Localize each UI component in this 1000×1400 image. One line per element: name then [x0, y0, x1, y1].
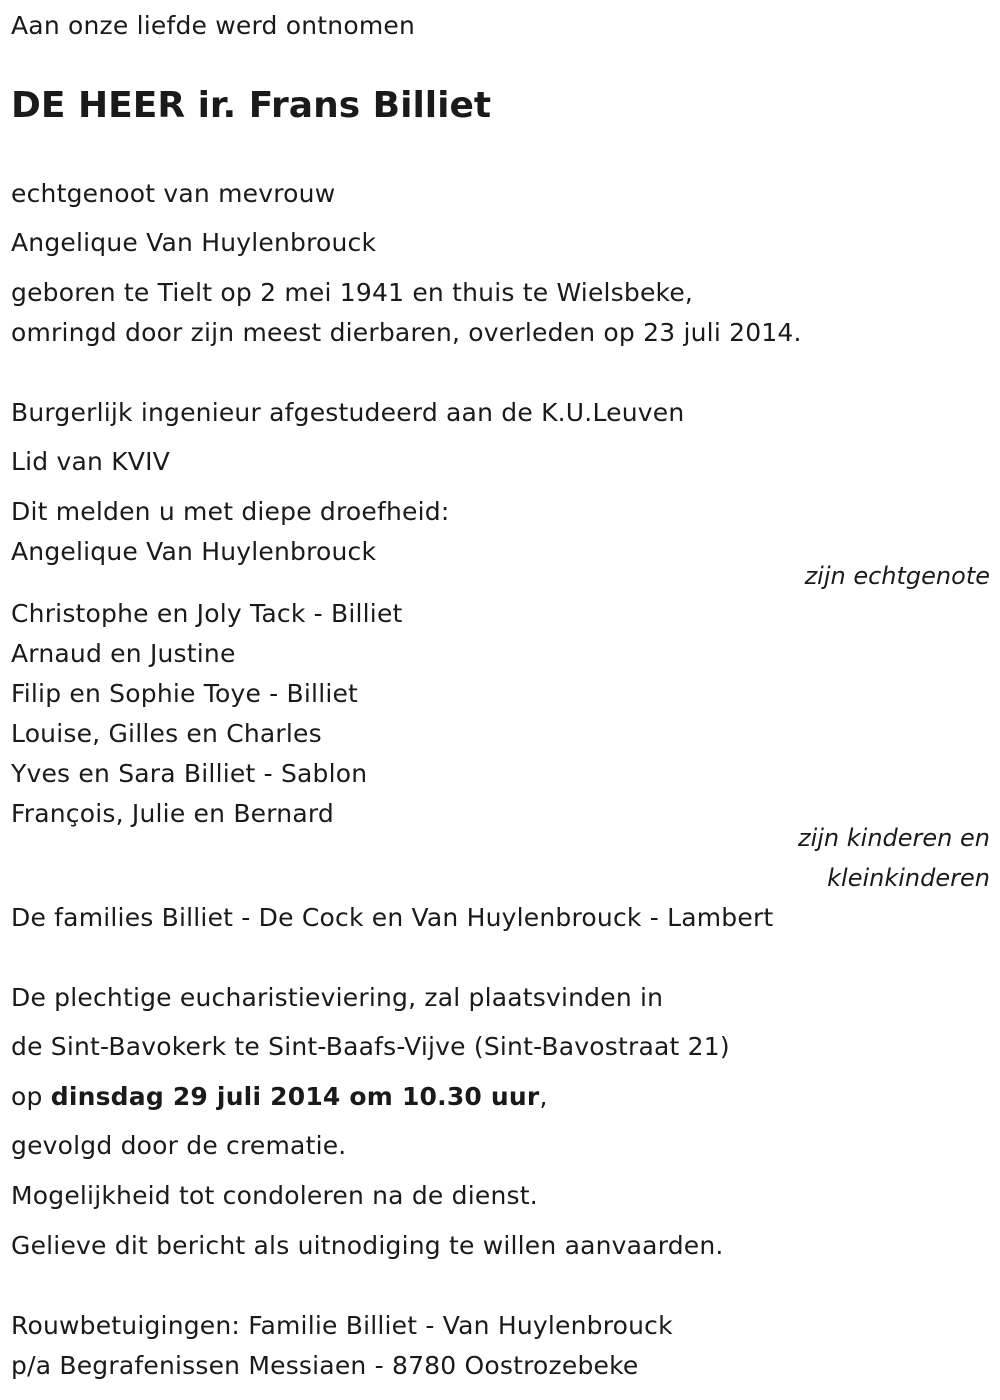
death-line: omringd door zijn meest dierbaren, overleden op 23 juli 2014. — [11, 318, 802, 347]
list-item: Louise, Gilles en Charles — [11, 719, 322, 748]
condolences-line1: Rouwbetuigingen: Familie Billiet - Van Huylenbrouck — [11, 1311, 673, 1340]
ceremony-datetime: dinsdag 29 juli 2014 om 10.30 uur — [50, 1082, 540, 1111]
children-role-line2: kleinkinderen — [827, 864, 990, 892]
ceremony-line5: Mogelijkheid tot condoleren na de dienst. — [11, 1181, 538, 1210]
page-title: DE HEER ir. Frans Billiet — [11, 85, 492, 126]
list-item: Filip en Sophie Toye - Billiet — [11, 679, 359, 708]
intro-text: Aan onze liefde werd ontnomen — [11, 11, 416, 40]
ceremony-line6: Gelieve dit bericht als uitnodiging te willen aanvaarden. — [11, 1231, 724, 1260]
spouse-label: echtgenoot van mevrouw — [11, 179, 336, 208]
mourner-spouse: Angelique Van Huylenbrouck — [11, 537, 377, 566]
membership-line: Lid van KVIV — [11, 447, 170, 476]
comma-text: , — [539, 1082, 548, 1111]
condolences-line2: p/a Begrafenissen Messiaen - 8780 Oostrozebeke — [11, 1351, 639, 1380]
profession-line: Burgerlijk ingenieur afgestudeerd aan de K.U.Leuven — [11, 398, 685, 427]
list-item: François, Julie en Bernard — [11, 799, 334, 828]
ceremony-line1: De plechtige eucharistieviering, zal plaatsvinden in — [11, 983, 664, 1012]
list-item: Christophe en Joly Tack - Billiet — [11, 599, 403, 628]
ceremony-line2: de Sint-Bavokerk te Sint-Baafs-Vijve (Sint-Bavostraat 21) — [11, 1032, 730, 1061]
list-item: Yves en Sara Billiet - Sablon — [11, 759, 368, 788]
announce-line: Dit melden u met diepe droefheid: — [11, 497, 450, 526]
children-role-line1: zijn kinderen en — [798, 824, 990, 852]
ceremony-datetime-line — [11, 1081, 548, 1113]
op-text: op — [11, 1082, 51, 1111]
spouse-name: Angelique Van Huylenbrouck — [11, 228, 377, 257]
list-item: Arnaud en Justine — [11, 639, 236, 668]
birth-line: geboren te Tielt op 2 mei 1941 en thuis te Wielsbeke, — [11, 278, 694, 307]
spouse-role: zijn echtgenote — [804, 562, 990, 590]
families-line: De families Billiet - De Cock en Van Huylenbrouck - Lambert — [11, 903, 774, 932]
ceremony-line4: gevolgd door de crematie. — [11, 1131, 347, 1160]
